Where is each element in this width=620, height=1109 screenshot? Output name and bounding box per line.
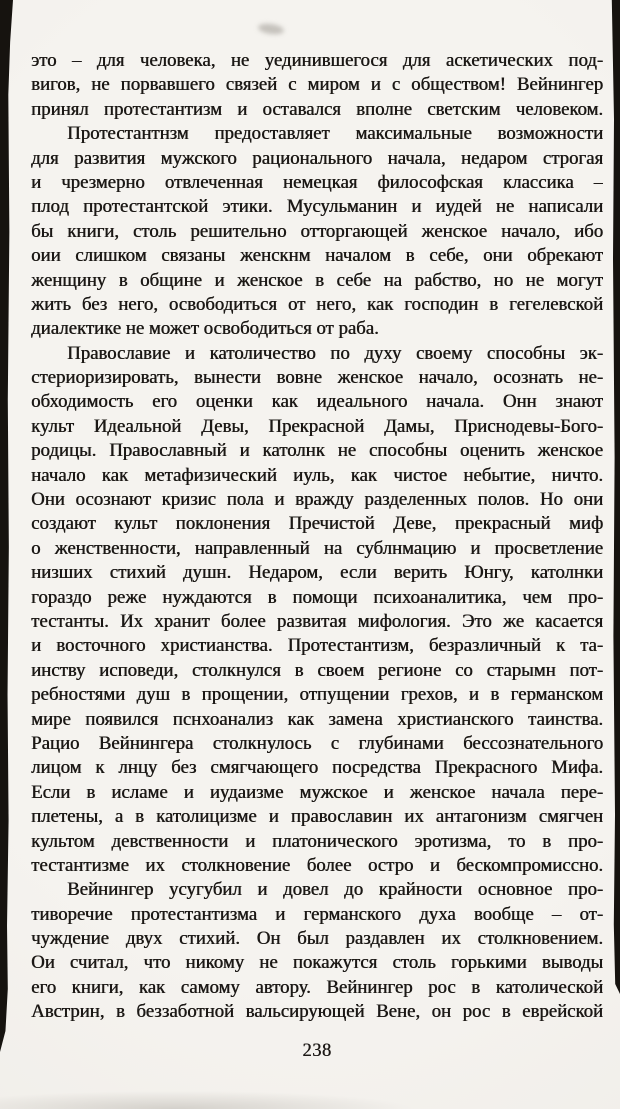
text-line: жить без него, освободиться от него, как господин в гегелевской bbox=[31, 293, 603, 315]
scan-smudge bbox=[257, 22, 284, 36]
text-line: Ои считал, что никому не покажутся столь горькими выводы bbox=[31, 952, 603, 974]
text-line: инству исповеди, столкнулся в своем регионе со старымн пот- bbox=[31, 659, 603, 681]
text-line: гораздо реже нуждаются в помощи психоаналитика, чем про- bbox=[31, 586, 603, 608]
text-line: лицом к лнцу без смягчающего посредства Прекрасного Мифа. bbox=[31, 757, 603, 779]
text-line: тиворечие протестантизма и германского духа вообще – от- bbox=[31, 903, 603, 925]
scan-border-left bbox=[0, 0, 13, 1052]
text-line: тестанты. Их хранит более развитая мифология. Это же касается bbox=[31, 610, 603, 632]
text-line: вигов, не порвавшего связей с миром и с обществом! Вейнингер bbox=[31, 74, 603, 96]
text-line: Протестантнзм предоставляет максимальные возможности bbox=[67, 123, 603, 145]
text-line: мире появился пснхоанализ как замена христианского таинства. bbox=[31, 708, 603, 730]
text-line: Православие и католичество по духу своему способны эк- bbox=[67, 342, 603, 364]
text-line: и чрезмерно отвлеченная немецкая философская классика – bbox=[31, 171, 603, 193]
text-line: Рацио Вейнингера столкнулось с глубинами бессознательного bbox=[31, 732, 603, 754]
text-line: Австрин, в беззаботной вальсирующей Вене, он рос в еврейской bbox=[31, 1001, 603, 1023]
text-line: создают культ поклонения Пречистой Деве, прекрасный миф bbox=[31, 513, 603, 535]
text-line: о женственности, направленный на сублнмацию и просветление bbox=[31, 537, 603, 559]
text-line: чуждение двух стихий. Он был раздавлен их столкновением. bbox=[31, 928, 603, 950]
text-line: для развития мужского рационального начала, недаром строгая bbox=[31, 147, 603, 169]
text-line: стериоризировать, вынести вовне женское начало, осознать не- bbox=[31, 367, 603, 389]
text-line: бы книги, столь решительно отторгающей женское начало, ибо bbox=[31, 220, 603, 242]
text-line: женщину в общине и женское в себе на рабство, но не могут bbox=[31, 269, 603, 291]
text-line: культом девственности и платонического эротизма, то в про- bbox=[31, 830, 603, 852]
text-line: оии слишком связаны женскнм началом в себе, они обрекают bbox=[31, 245, 603, 267]
text-line: Вейнингер усугубил и довел до крайности основное про- bbox=[67, 879, 603, 901]
page-text bbox=[31, 49, 603, 1025]
scan-border-right bbox=[610, 0, 620, 994]
text-line: принял протестантизм и оставался вполне светским человеком. bbox=[31, 98, 603, 120]
text-line: Они осознают кризис пола и вражду разделенных полов. Но они bbox=[31, 489, 603, 511]
text-line: низших стихий душн. Недаром, если верить Юнгу, католнки bbox=[31, 562, 603, 584]
text-line: Если в исламе и иудаизме мужское и женское начала пере- bbox=[31, 781, 603, 803]
text-line: ребностями душ в прощении, отпущении грехов, и в германском bbox=[31, 684, 603, 706]
text-line: культ Идеальной Девы, Прекрасной Дамы, Приснодевы-Бого- bbox=[31, 415, 603, 437]
text-line: его книги, как самому автору. Вейнингер рос в католической bbox=[31, 976, 603, 998]
text-line: и восточного христианства. Протестантизм, безразличный к та- bbox=[31, 635, 603, 657]
text-line: плетены, а в католицизме и православин их антагонизм смягчен bbox=[31, 806, 603, 828]
text-line: тестантизме их столкновение более остро и бескомпромиссно. bbox=[31, 854, 603, 876]
text-line: начало как метафизический иуль, как чистое небытие, ничто. bbox=[31, 464, 603, 486]
text-line: родицы. Православный и католнк не способны оценить женское bbox=[31, 440, 603, 462]
text-line: диалектике не может освободиться от раба. bbox=[31, 318, 379, 340]
page-number: 238 bbox=[302, 1041, 332, 1061]
text-line: плод протестантской этики. Мусульманин и иудей не написали bbox=[31, 196, 603, 218]
text-line: обходимость его оценки как идеального начала. Онн знают bbox=[31, 391, 603, 413]
text-line: это – для человека, не уединившегося для аскетических под- bbox=[31, 50, 603, 71]
